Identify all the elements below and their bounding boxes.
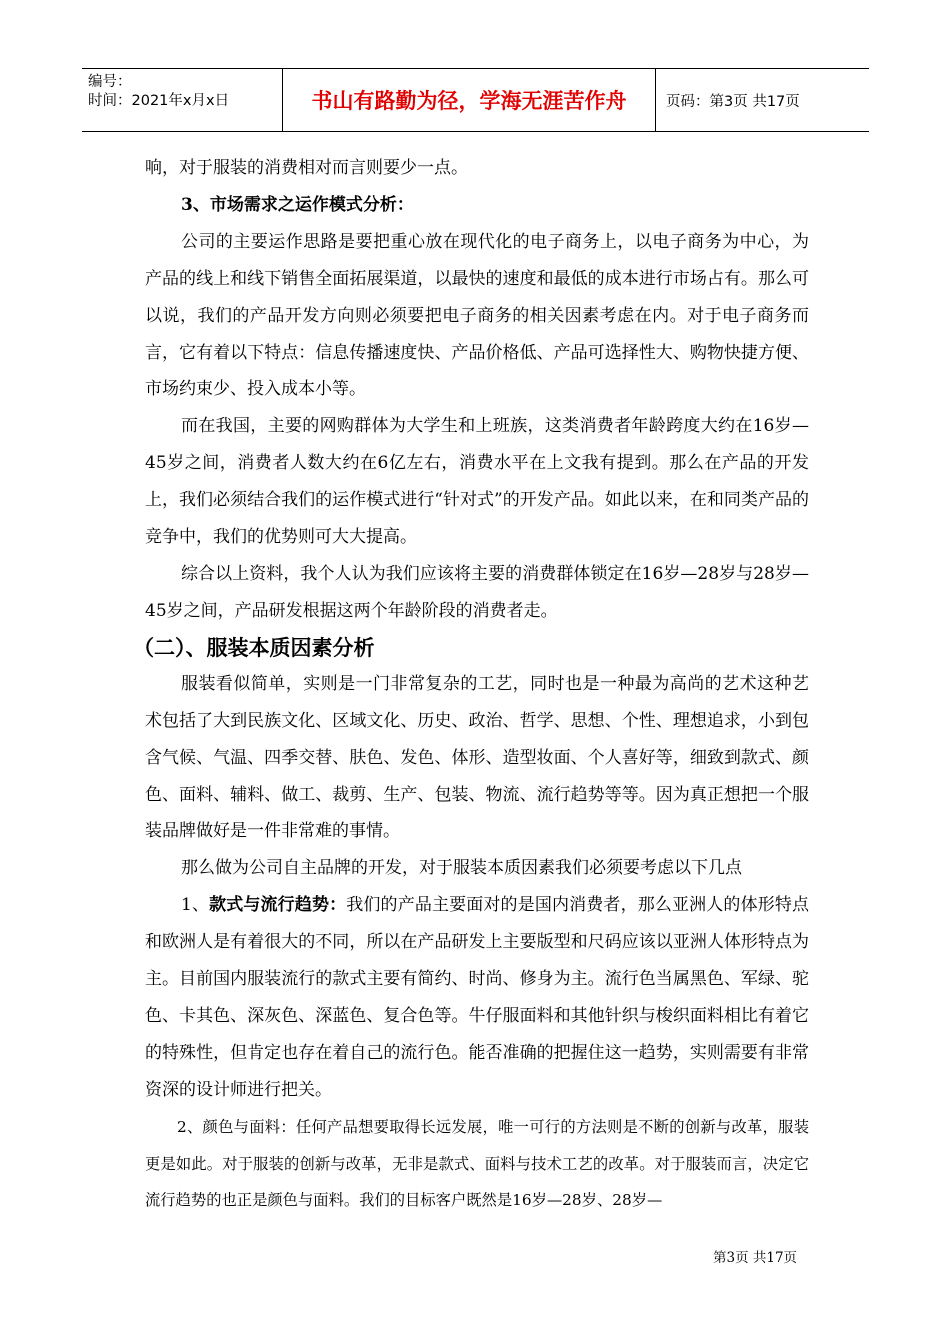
item-color-fabric: 2、颜色与面料：任何产品想要取得长远发展，唯一可行的方法则是不断的创新与改革，服装更是如此。对于服装的创新与改革，无非是款式、面料与技术工艺的改革。对于服装而言，决定它流行趋势的也正是颜色与面料。我们的目标客户既然是16岁—28岁、28岁— [145,1117,809,1210]
paragraph-conclusion: 综合以上资料，我个人认为我们应该将主要的消费群体锁定在16岁—28岁与28岁—45岁之间，产品研发根据这两个年龄阶段的消费者走。 [145,563,809,621]
page-header [82,68,869,132]
header-meta [82,69,283,131]
document-body [133,150,809,1219]
page-footer: 第3页 共17页 [713,1250,798,1266]
header-page-number: 页码：第3页 共17页 [666,93,800,110]
subheading-market-mode: 3、市场需求之运作模式分析： [181,194,414,215]
paragraph-operation: 公司的主要运作思路是要把重心放在现代化的电子商务上，以电子商务为中心，为产品的线上和线下销售全面拓展渠道，以最快的速度和最低的成本进行市场占有。那么可以说，我们的产品开发方向则必须要把电子商务的相关因素考虑在内。对于电子商务而言，它有着以下特点：信息传播速度快、产品价格低、产品可选择性大、购物快捷方便、市场约束少、投入成本小等。 [145,231,809,400]
section-heading-apparel: （二）、服装本质因素分析 [133,634,375,660]
paragraph-consumers: 而在我国，主要的网购群体为大学生和上班族，这类消费者年龄跨度大约在16岁—45岁之间，消费者人数大约在6亿左右，消费水平在上文我有提到。那么在产品的开发上，我们必须结合我们的运作模式进行“针对式”的开发产品。如此以来，在和同类产品的竞争中，我们的优势则可大大提高。 [145,416,809,548]
paragraph-considerations: 那么做为公司自主品牌的开发，对于服装本质因素我们必须要考虑以下几点 [181,858,742,879]
item1-title: 款式与流行趋势： [209,895,347,916]
header-motto: 书山有路勤为径，学海无涯苦作舟 [283,69,656,131]
item1-text: 我们的产品主要面对的是国内消费者，那么亚洲人的体形特点和欧洲人是有着很大的不同，所以在产品研发上主要版型和尺码应该以亚洲人体形特点为主。目前国内服装流行的款式主要有简约、时尚、修身为主。流行色当属黑色、军绿、驼色、卡其色、深灰色、深蓝色、复合色等。牛仔服面料和其他针织与梭织面料相比有着它的特殊性，但肯定也存在着自己的流行色。能否准确的把握住这一趋势，实则需要有非常资深的设计师进行把关。 [145,895,809,1100]
paragraph-continued: 响，对于服装的消费相对而言则要少一点。 [145,158,468,178]
header-number: 编号： [88,74,132,90]
item1-prefix: 1、 [181,895,210,916]
item-style-trend [145,887,809,1108]
paragraph-apparel-intro: 服装看似简单，实则是一门非常复杂的工艺，同时也是一种最为高尚的艺术这种艺术包括了大到民族文化、区域文化、历史、政治、哲学、思想、个性、理想追求，小到包含气候、气温、四季交替、肤色、发色、体形、造型妆面、个人喜好等，细致到款式、颜色、面料、辅料、做工、裁剪、生产、包装、物流、流行趋势等等。因为真正想把一个服装品牌做好是一件非常难的事情。 [145,673,809,842]
header-time: 时间：2021年x月x日 [88,93,230,109]
